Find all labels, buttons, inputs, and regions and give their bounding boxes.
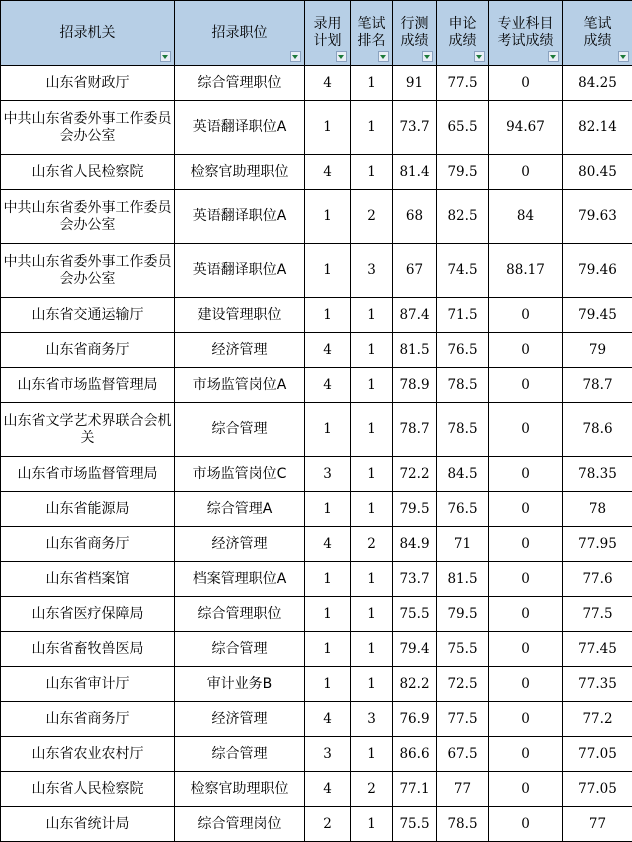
table-row xyxy=(1,368,632,403)
table-row xyxy=(1,333,632,368)
table-row xyxy=(1,737,632,772)
xingce-cell[interactable]: 81.4 xyxy=(393,155,437,190)
xingce-cell[interactable]: 79.4 xyxy=(393,632,437,667)
position-cell[interactable]: 综合管理职位 xyxy=(175,66,305,101)
professional-cell[interactable]: 84 xyxy=(489,190,563,244)
header-professional: 专业科目 考试成绩 xyxy=(489,1,563,66)
xingce-cell[interactable]: 81.5 xyxy=(393,333,437,368)
org-cell[interactable]: 山东省市场监督管理局 xyxy=(1,368,175,403)
written-score-cell[interactable]: 78 xyxy=(563,492,632,527)
written-score-cell[interactable]: 77.05 xyxy=(563,737,632,772)
plan-cell[interactable]: 1 xyxy=(305,492,351,527)
xingce-cell[interactable]: 78.7 xyxy=(393,403,437,457)
org-cell[interactable]: 中共山东省委外事工作委员会办公室 xyxy=(1,244,175,298)
org-cell[interactable]: 山东省能源局 xyxy=(1,492,175,527)
plan-cell[interactable]: 4 xyxy=(305,333,351,368)
professional-cell[interactable]: 0 xyxy=(489,807,563,842)
position-cell[interactable]: 综合管理职位 xyxy=(175,597,305,632)
xingce-cell[interactable]: 75.5 xyxy=(393,597,437,632)
xingce-cell[interactable]: 68 xyxy=(393,190,437,244)
xingce-cell[interactable]: 73.7 xyxy=(393,101,437,155)
position-cell[interactable]: 市场监管岗位A xyxy=(175,368,305,403)
shenlun-cell[interactable]: 79.5 xyxy=(437,597,489,632)
xingce-cell[interactable]: 75.5 xyxy=(393,807,437,842)
position-cell[interactable]: 经济管理 xyxy=(175,702,305,737)
written-score-cell[interactable]: 77.5 xyxy=(563,597,632,632)
written-score-cell[interactable]: 77.35 xyxy=(563,667,632,702)
shenlun-cell[interactable]: 76.5 xyxy=(437,492,489,527)
org-cell[interactable]: 山东省审计厅 xyxy=(1,667,175,702)
shenlun-cell[interactable]: 77 xyxy=(437,772,489,807)
plan-cell[interactable]: 4 xyxy=(305,772,351,807)
xingce-cell[interactable]: 72.2 xyxy=(393,457,437,492)
written-score-cell[interactable]: 78.6 xyxy=(563,403,632,457)
org-cell[interactable]: 山东省交通运输厅 xyxy=(1,298,175,333)
header-shenlun: 申论 成绩 xyxy=(437,1,489,66)
shenlun-cell[interactable]: 76.5 xyxy=(437,333,489,368)
xingce-cell[interactable]: 84.9 xyxy=(393,527,437,562)
table-row xyxy=(1,101,632,155)
plan-cell[interactable]: 1 xyxy=(305,562,351,597)
written-score-cell[interactable]: 77.2 xyxy=(563,702,632,737)
table-row xyxy=(1,772,632,807)
org-cell[interactable]: 山东省商务厅 xyxy=(1,333,175,368)
position-cell[interactable]: 综合管理 xyxy=(175,632,305,667)
table-row xyxy=(1,244,632,298)
plan-cell[interactable]: 1 xyxy=(305,298,351,333)
header-org: 招录机关 xyxy=(1,1,175,66)
org-cell[interactable]: 山东省人民检察院 xyxy=(1,772,175,807)
org-cell[interactable]: 山东省文学艺术界联合会机关 xyxy=(1,403,175,457)
table-body xyxy=(1,66,632,842)
written-score-cell[interactable]: 84.25 xyxy=(563,66,632,101)
written-score-cell[interactable]: 78.35 xyxy=(563,457,632,492)
xingce-cell[interactable]: 82.2 xyxy=(393,667,437,702)
filter-dropdown-icon[interactable] xyxy=(378,51,389,62)
filter-dropdown-icon[interactable] xyxy=(336,51,347,62)
org-cell[interactable]: 中共山东省委外事工作委员会办公室 xyxy=(1,190,175,244)
plan-cell[interactable]: 4 xyxy=(305,702,351,737)
plan-cell[interactable]: 1 xyxy=(305,101,351,155)
filter-dropdown-icon[interactable] xyxy=(422,51,433,62)
written-score-cell[interactable]: 79.46 xyxy=(563,244,632,298)
rank-cell[interactable]: 1 xyxy=(351,667,393,702)
org-cell[interactable]: 山东省财政厅 xyxy=(1,66,175,101)
shenlun-cell[interactable]: 77.5 xyxy=(437,702,489,737)
xingce-cell[interactable]: 86.6 xyxy=(393,737,437,772)
professional-cell[interactable]: 0 xyxy=(489,457,563,492)
position-cell[interactable]: 建设管理职位 xyxy=(175,298,305,333)
filter-dropdown-icon[interactable] xyxy=(474,51,485,62)
plan-cell[interactable]: 4 xyxy=(305,66,351,101)
table-row xyxy=(1,190,632,244)
rank-cell[interactable]: 1 xyxy=(351,597,393,632)
shenlun-cell[interactable]: 71.5 xyxy=(437,298,489,333)
org-cell[interactable]: 山东省档案馆 xyxy=(1,562,175,597)
professional-cell[interactable]: 0 xyxy=(489,403,563,457)
professional-cell[interactable]: 0 xyxy=(489,527,563,562)
rank-cell[interactable]: 1 xyxy=(351,562,393,597)
shenlun-cell[interactable]: 71 xyxy=(437,527,489,562)
filter-dropdown-icon[interactable] xyxy=(290,51,301,62)
position-cell[interactable]: 综合管理岗位 xyxy=(175,807,305,842)
plan-cell[interactable]: 4 xyxy=(305,527,351,562)
org-cell[interactable]: 山东省畜牧兽医局 xyxy=(1,632,175,667)
table-row xyxy=(1,562,632,597)
rank-cell[interactable]: 2 xyxy=(351,190,393,244)
table-row xyxy=(1,807,632,842)
shenlun-cell[interactable]: 75.5 xyxy=(437,632,489,667)
org-cell[interactable]: 山东省市场监督管理局 xyxy=(1,457,175,492)
xingce-cell[interactable]: 76.9 xyxy=(393,702,437,737)
professional-cell[interactable]: 0 xyxy=(489,155,563,190)
professional-cell[interactable]: 94.67 xyxy=(489,101,563,155)
table-row xyxy=(1,702,632,737)
table-row xyxy=(1,155,632,190)
position-cell[interactable]: 检察官助理职位 xyxy=(175,772,305,807)
rank-cell[interactable]: 1 xyxy=(351,66,393,101)
table-row xyxy=(1,457,632,492)
xingce-cell[interactable]: 79.5 xyxy=(393,492,437,527)
rank-cell[interactable]: 1 xyxy=(351,333,393,368)
position-cell[interactable]: 英语翻译职位A xyxy=(175,101,305,155)
written-score-cell[interactable]: 77.45 xyxy=(563,632,632,667)
professional-cell[interactable]: 0 xyxy=(489,632,563,667)
shenlun-cell[interactable]: 72.5 xyxy=(437,667,489,702)
shenlun-cell[interactable]: 67.5 xyxy=(437,737,489,772)
header-rank: 笔试 排名 xyxy=(351,1,393,66)
org-cell[interactable]: 山东省人民检察院 xyxy=(1,155,175,190)
position-cell[interactable]: 综合管理A xyxy=(175,492,305,527)
professional-cell[interactable]: 0 xyxy=(489,667,563,702)
professional-cell[interactable]: 0 xyxy=(489,298,563,333)
rank-cell[interactable]: 1 xyxy=(351,457,393,492)
table-row xyxy=(1,492,632,527)
plan-cell[interactable]: 4 xyxy=(305,368,351,403)
position-cell[interactable]: 档案管理职位A xyxy=(175,562,305,597)
position-cell[interactable]: 英语翻译职位A xyxy=(175,190,305,244)
org-cell[interactable]: 山东省商务厅 xyxy=(1,702,175,737)
position-cell[interactable]: 审计业务B xyxy=(175,667,305,702)
shenlun-cell[interactable]: 74.5 xyxy=(437,244,489,298)
written-score-cell[interactable]: 79.63 xyxy=(563,190,632,244)
xingce-cell[interactable]: 77.1 xyxy=(393,772,437,807)
rank-cell[interactable]: 2 xyxy=(351,772,393,807)
shenlun-cell[interactable]: 77.5 xyxy=(437,66,489,101)
table-row xyxy=(1,66,632,101)
position-cell[interactable]: 英语翻译职位A xyxy=(175,244,305,298)
xingce-cell[interactable]: 87.4 xyxy=(393,298,437,333)
rank-cell[interactable]: 2 xyxy=(351,527,393,562)
rank-cell[interactable]: 1 xyxy=(351,632,393,667)
written-score-cell[interactable]: 77 xyxy=(563,807,632,842)
filter-dropdown-icon[interactable] xyxy=(160,51,171,62)
plan-cell[interactable]: 1 xyxy=(305,190,351,244)
plan-cell[interactable]: 2 xyxy=(305,807,351,842)
professional-cell[interactable]: 0 xyxy=(489,562,563,597)
filter-dropdown-icon[interactable] xyxy=(548,51,559,62)
table-row xyxy=(1,632,632,667)
table-row xyxy=(1,403,632,457)
plan-cell[interactable]: 1 xyxy=(305,403,351,457)
xingce-cell[interactable]: 73.7 xyxy=(393,562,437,597)
professional-cell[interactable]: 0 xyxy=(489,737,563,772)
header-plan: 录用 计划 xyxy=(305,1,351,66)
position-cell[interactable]: 市场监管岗位C xyxy=(175,457,305,492)
plan-cell[interactable]: 1 xyxy=(305,632,351,667)
rank-cell[interactable]: 1 xyxy=(351,298,393,333)
filter-dropdown-icon[interactable] xyxy=(618,51,629,62)
plan-cell[interactable]: 3 xyxy=(305,457,351,492)
position-cell[interactable]: 经济管理 xyxy=(175,333,305,368)
professional-cell[interactable]: 88.17 xyxy=(489,244,563,298)
table-row xyxy=(1,667,632,702)
xingce-cell[interactable]: 78.9 xyxy=(393,368,437,403)
written-score-cell[interactable]: 79.45 xyxy=(563,298,632,333)
header-row xyxy=(1,1,632,66)
written-score-cell[interactable]: 80.45 xyxy=(563,155,632,190)
rank-cell[interactable]: 1 xyxy=(351,403,393,457)
plan-cell[interactable]: 4 xyxy=(305,155,351,190)
plan-cell[interactable]: 1 xyxy=(305,667,351,702)
shenlun-cell[interactable]: 65.5 xyxy=(437,101,489,155)
rank-cell[interactable]: 3 xyxy=(351,244,393,298)
professional-cell[interactable]: 0 xyxy=(489,368,563,403)
rank-cell[interactable]: 1 xyxy=(351,155,393,190)
position-cell[interactable]: 检察官助理职位 xyxy=(175,155,305,190)
rank-cell[interactable]: 1 xyxy=(351,737,393,772)
written-score-cell[interactable]: 77.95 xyxy=(563,527,632,562)
professional-cell[interactable]: 0 xyxy=(489,597,563,632)
professional-cell[interactable]: 0 xyxy=(489,492,563,527)
rank-cell[interactable]: 1 xyxy=(351,101,393,155)
written-score-cell[interactable]: 79 xyxy=(563,333,632,368)
shenlun-cell[interactable]: 82.5 xyxy=(437,190,489,244)
plan-cell[interactable]: 1 xyxy=(305,244,351,298)
rank-cell[interactable]: 1 xyxy=(351,492,393,527)
org-cell[interactable]: 山东省统计局 xyxy=(1,807,175,842)
shenlun-cell[interactable]: 81.5 xyxy=(437,562,489,597)
header-xingce: 行测 成绩 xyxy=(393,1,437,66)
position-cell[interactable]: 经济管理 xyxy=(175,527,305,562)
xingce-cell[interactable]: 67 xyxy=(393,244,437,298)
org-cell[interactable]: 山东省医疗保障局 xyxy=(1,597,175,632)
professional-cell[interactable]: 0 xyxy=(489,702,563,737)
professional-cell[interactable]: 0 xyxy=(489,333,563,368)
plan-cell[interactable]: 3 xyxy=(305,737,351,772)
written-score-cell[interactable]: 77.6 xyxy=(563,562,632,597)
shenlun-cell[interactable]: 78.5 xyxy=(437,807,489,842)
rank-cell[interactable]: 3 xyxy=(351,702,393,737)
table-row xyxy=(1,597,632,632)
org-cell[interactable]: 中共山东省委外事工作委员会办公室 xyxy=(1,101,175,155)
shenlun-cell[interactable]: 84.5 xyxy=(437,457,489,492)
written-score-cell[interactable]: 77.05 xyxy=(563,772,632,807)
shenlun-cell[interactable]: 78.5 xyxy=(437,403,489,457)
org-cell[interactable]: 山东省农业农村厅 xyxy=(1,737,175,772)
org-cell[interactable]: 山东省商务厅 xyxy=(1,527,175,562)
written-score-cell[interactable]: 78.7 xyxy=(563,368,632,403)
position-cell[interactable]: 综合管理 xyxy=(175,403,305,457)
table-row xyxy=(1,298,632,333)
professional-cell[interactable]: 0 xyxy=(489,66,563,101)
table-row xyxy=(1,527,632,562)
xingce-cell[interactable]: 91 xyxy=(393,66,437,101)
header-written: 笔试 成绩 xyxy=(563,1,632,66)
header-position: 招录职位 xyxy=(175,1,305,66)
professional-cell[interactable]: 0 xyxy=(489,772,563,807)
shenlun-cell[interactable]: 79.5 xyxy=(437,155,489,190)
shenlun-cell[interactable]: 78.5 xyxy=(437,368,489,403)
written-score-cell[interactable]: 82.14 xyxy=(563,101,632,155)
position-cell[interactable]: 综合管理 xyxy=(175,737,305,772)
rank-cell[interactable]: 1 xyxy=(351,807,393,842)
plan-cell[interactable]: 1 xyxy=(305,597,351,632)
rank-cell[interactable]: 1 xyxy=(351,368,393,403)
